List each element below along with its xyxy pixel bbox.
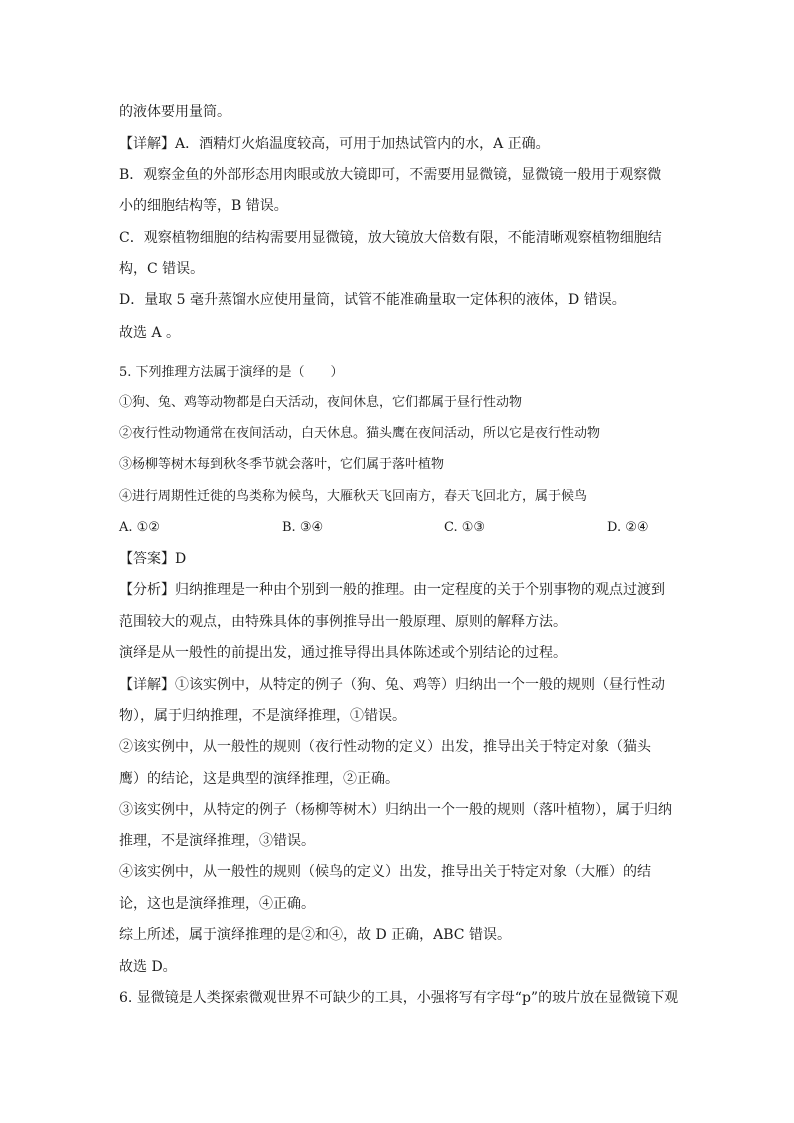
q5-option-c: C. ①③ xyxy=(444,520,486,535)
q5-option-a: A. ①② xyxy=(119,520,160,535)
q5-detail-8: 论，这也是演绎推理，④正确。 xyxy=(119,896,315,912)
q5-detail-5: ③该实例中，从特定的例子（杨柳等树木）归纳出一个一般的规则（落叶植物），属于归纳 xyxy=(119,802,672,818)
q4-detail-d: D．量取 5 毫升蒸馏水应使用量筒，试管不能准确量取一定体积的液体，D 错误。 xyxy=(119,292,626,308)
q5-detail-1: 【详解】①该实例中，从特定的例子（狗、兔、鸡等）归纳出一个一般的规则（昼行性动 xyxy=(119,677,665,693)
q4-detail-c-2: 构，C 错误。 xyxy=(119,261,205,277)
q4-detail-c-1: C．观察植物细胞的结构需要用显微镜，放大镜放大倍数有限，不能清晰观察植物细胞结 xyxy=(119,230,662,246)
q5-option-d: D. ②④ xyxy=(607,520,649,535)
q5-detail-6: 推理，不是演绎推理，③错误。 xyxy=(119,833,315,849)
q5-statement-3: ③杨柳等树木每到秋冬季节就会落叶，它们属于落叶植物 xyxy=(119,457,445,472)
q4-conclusion: 故选 A 。 xyxy=(119,325,181,341)
q5-detail-3: ②该实例中，从一般性的规则（夜行性动物的定义）出发，推导出关于特定对象（猫头 xyxy=(119,739,651,755)
q5-answer: 【答案】D xyxy=(119,551,187,567)
q5-detail-4: 鹰）的结论，这是典型的演绎推理，②正确。 xyxy=(119,771,399,787)
q4-detail-a: 【详解】A．酒精灯火焰温度较高，可用于加热试管内的水，A 正确。 xyxy=(119,136,550,152)
q5-option-b: B. ③④ xyxy=(282,520,324,535)
q5-summary: 综上所述，属于演绎推理的是②和④，故 D 正确，ABC 错误。 xyxy=(119,927,511,943)
q4-explanation-line-1: 的液体要用量筒。 xyxy=(119,104,231,120)
q5-detail-2: 物），属于归纳推理，不是演绎推理，①错误。 xyxy=(119,708,406,724)
q5-conclusion: 故选 D。 xyxy=(119,959,177,975)
q5-detail-7: ④该实例中，从一般性的规则（候鸟的定义）出发，推导出关于特定对象（大雁）的结 xyxy=(119,864,651,880)
q6-stem: 6. 显微镜是人类探索微观世界不可缺少的工具，小强将写有字母“p”的玻片放在显微镜下观 xyxy=(119,990,679,1006)
q4-detail-b-2: 小的细胞结构等，B 错误。 xyxy=(119,198,288,214)
q5-analysis-1: 【分析】归纳推理是一种由个别到一般的推理。由一定程度的关于个别事物的观点过渡到 xyxy=(119,582,665,598)
q5-stem: 5. 下列推理方法属于演绎的是（ ） xyxy=(119,365,344,380)
q5-statement-1: ①狗、兔、鸡等动物都是白天活动，夜间休息，它们都属于昼行性动物 xyxy=(119,395,523,410)
q5-statement-4: ④进行周期性迁徙的鸟类称为候鸟，大雁秋天飞回南方，春天飞回北方，属于候鸟 xyxy=(119,489,588,504)
q4-detail-b-1: B．观察金鱼的外部形态用肉眼或放大镜即可，不需要用显微镜，显微镜一般用于观察微 xyxy=(119,167,662,183)
q5-analysis-3: 演绎是从一般性的前提出发，通过推导得出具体陈述或个别结论的过程。 xyxy=(119,645,567,661)
q5-statement-2: ②夜行性动物通常在夜间活动，白天休息。猫头鹰在夜间活动，所以它是夜行性动物 xyxy=(119,426,601,441)
q5-analysis-2: 范围较大的观点，由特殊具体的事例推导出一般原理、原则的解释方法。 xyxy=(119,614,567,630)
